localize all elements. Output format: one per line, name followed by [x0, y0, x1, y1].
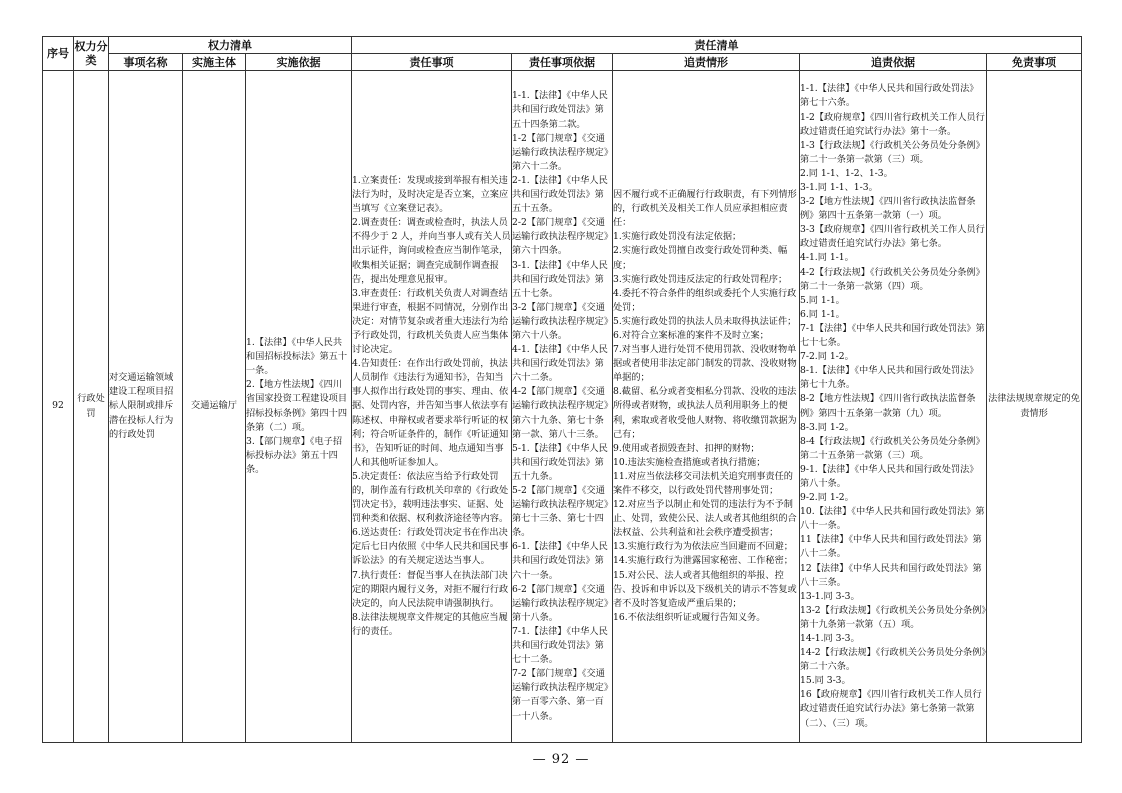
list-item: 1-3【行政法规】《行政机关公务员处分条例》第二十一条第一款第（三）项。: [800, 139, 985, 165]
header-acc-basis: 追责依据: [800, 54, 987, 71]
list-item: 3-3【政府规章】《四川省行政机关工作人员行政过错责任追究试行办法》第七条。: [800, 224, 985, 250]
list-item: 14-2【行政法规】《行政机关公务员处分条例》第二十六条。: [800, 647, 987, 673]
row-item-name: 对交通运输领域建设工程项目招标人限制或排斥潜在投标人行为的行政处罚: [109, 71, 183, 743]
row-resp-basis: [512, 71, 613, 743]
list-item: 3-1.同 1-1、1-3。: [800, 182, 878, 193]
header-no: 序号: [43, 37, 74, 71]
list-item: 3.实施行政处罚违反法定的行政处罚程序；: [613, 273, 788, 285]
list-item: 6-1.【法律】《中华人民共和国行政处罚法》第六十一条。: [512, 541, 608, 581]
list-item: 3.【部门规章】《电子招标投标办法》第五十四条。: [246, 435, 343, 475]
list-item: 3.审查责任：行政机关负责人对调查结果进行审查，根据不同情况，分别作出决定：对情节复杂或者重大违法行为给予行政处罚，行政机关负责人应当集体讨论决定。: [352, 287, 509, 356]
list-item: 1.实施行政处罚没有法定依据；: [613, 231, 742, 243]
header-resp-basis: 责任事项依据: [512, 54, 613, 71]
table-row: [43, 71, 1082, 743]
list-item: 4.告知责任：在作出行政处罚前，执法人员制作《违法行为通知书》，告知当事人拟作出行政处罚的事实、理由、依据、处罚内容，并告知当事人依法享有陈述权、申辩权或者要求举行听证的权利；符合听证条件的，制作《听证通知书》，告知听证的时间、地点通知当事人和其他听证参加人。: [352, 358, 509, 468]
row-accountability: [613, 71, 800, 743]
list-item: 11【法律】《中华人民共和国行政处罚法》第八十二条。: [800, 534, 982, 560]
list-item: 9-2.同 1-2。: [800, 492, 854, 504]
list-item: 6-2【部门规章】《交通运输行政执法程序规定》第十八条。: [512, 583, 609, 623]
list-item: 6.送达责任：行政处罚决定书在作出决定后七日内依照《中华人民共和国民事诉讼法》的有关规定送达当事人。: [352, 527, 509, 567]
list-item: 3-2【部门规章】《交通运输行政执法程序规定》第六十八条。: [512, 301, 609, 341]
list-item: 2.实施行政处罚擅自改变行政处罚种类、幅度；: [613, 245, 788, 271]
row-basis: [246, 71, 352, 743]
header-power-type: 权力分类: [74, 37, 109, 71]
list-item: 2.【地方性法规】《四川省国家投资工程建设项目招标投标条例》第四十四条第（二）项。: [246, 379, 348, 433]
list-item: 7-2.同 1-2。: [800, 351, 854, 363]
list-item: 3-2【地方性法规】《四川省行政执法监督条例》第四十五条第一款第（一）项。: [800, 196, 976, 222]
list-item: 10.【法律】《中华人民共和国行政处罚法》第八十一条。: [800, 506, 985, 532]
list-item: 7.对当事人进行处罚不使用罚款、没收财物单据或者使用非法定部门制发的罚款、没收财物单据的；: [613, 344, 797, 384]
list-item: 16【政府规章】《四川省行政机关工作人员行政过错责任追究试行办法》第七条第一款第（二）、（三）项。: [800, 689, 982, 729]
list-item: 7.执行责任：督促当事人在执法部门决定的期限内履行义务，对拒不履行行政决定的，向人民法院申请强制执行。: [352, 569, 509, 609]
list-item: 5-2【部门规章】《交通运输行政执法程序规定》第七十三条、第七十四条。: [512, 485, 609, 539]
list-item: 1-2【部门规章】《交通运输行政执法程序规定》第六十二条。: [512, 132, 609, 172]
list-item: 15.同 3-3。: [800, 675, 851, 687]
row-power-type: 行政处罚: [74, 71, 109, 743]
list-item: 1-1.【法律】《中华人民共和国行政处罚法》第五十四条第二款。: [512, 90, 608, 130]
list-item: 1-1.【法律】《中华人民共和国行政处罚法》第七十六条。: [800, 83, 979, 109]
list-item: 1.【法律】《中华人民共和国招标投标法》第五十一条。: [246, 337, 348, 377]
list-item: 3-1.【法律】《中华人民共和国行政处罚法》第五十七条。: [512, 259, 608, 299]
header-item-name: 事项名称: [109, 54, 183, 71]
list-item: 14.实施行政行为泄露国家秘密、工作秘密；: [613, 555, 793, 567]
header-power-list: 权力清单: [109, 37, 352, 54]
list-item: 14-1.同 3-3。: [800, 633, 860, 644]
list-item: 8-1.【法律】《中华人民共和国行政处罚法》第七十九条。: [800, 365, 979, 391]
header-basis: 实施依据: [246, 54, 352, 71]
list-item: 8-4【行政法规】《行政机关公务员处分条例》第二十五条第一款第（三）项。: [800, 435, 985, 461]
header-subject: 实施主体: [183, 54, 246, 71]
list-item: 4-2【行政法规】《行政机关公务员处分条例》第二十一条第一款第（四）项。: [800, 266, 985, 292]
list-item: 8.截留、私分或者变相私分罚款、没收的违法所得或者财物，或执法人员利用职务上的便利，索取或者收受他人财物、将收缴罚款据为己有；: [613, 386, 797, 440]
list-item: 2.调查责任：调查或检查时，执法人员不得少于 2 人，并向当事人或有关人员出示证件，询问或检查应当制作笔录，收集相关证据；调查完成制作调查报告，提出处理意见报审。: [352, 217, 511, 285]
list-item: 7-2【部门规章】《交通运输行政执法程序规定》第一百零六条、第一百一十八条。: [512, 668, 609, 722]
list-item: 8.法律法规规章文件规定的其他应当履行的责任。: [352, 611, 508, 637]
list-item: 6.同 1-1。: [800, 308, 845, 320]
list-item: 2-2【部门规章】《交通运输行政执法程序规定》第六十四条。: [512, 217, 609, 257]
list-item: 7-1【法律】《中华人民共和国行政处罚法》第七十七条。: [800, 322, 985, 349]
list-item: 1-2【政府规章】《四川省行政机关工作人员行政过错责任追究试行办法》第十一条。: [800, 111, 985, 137]
list-item: 5.同 1-1。: [800, 294, 845, 306]
header-responsibility-list: 责任清单: [352, 37, 1082, 54]
row-number: 92: [43, 71, 74, 743]
list-item: 9-1.【法律】《中华人民共和国行政处罚法》第八十条。: [800, 463, 979, 489]
page-number: — 92 —: [532, 752, 590, 767]
list-item: 9.使用或者损毁查封、扣押的财物；: [613, 442, 760, 454]
list-item: 12.对应当予以制止和处罚的违法行为不予制止、处罚，致使公民、法人或者其他组织的合法权益、公共利益和社会秩序遭受损害；: [613, 499, 797, 539]
list-item: 12【法律】《中华人民共和国行政处罚法》第八十三条。: [800, 562, 982, 588]
row-exemption: 法律法规规章规定的免责情形: [987, 71, 1082, 743]
list-item: 4-1.【法律】《中华人民共和国行政处罚法》第六十二条。: [512, 344, 608, 384]
row-acc-basis: [800, 71, 987, 743]
responsibility-table: [42, 36, 1082, 743]
list-item: 4.委托不符合条件的组织或委托个人实施行政处罚；: [613, 287, 797, 313]
list-item: 13.实施行政行为为依法应当回避而不回避；: [613, 541, 793, 553]
list-item: 5-1.【法律】《中华人民共和国行政处罚法》第五十九条。: [512, 442, 608, 482]
header-exemption: 免责事项: [987, 54, 1082, 71]
list-item: 8-2【地方性法规】《四川省行政执法监督条例》第四十五条第一款第（九）项。: [800, 393, 976, 419]
list-item: 13-2【行政法规】《行政机关公务员处分条例》第十九条第一款第（五）项。: [800, 604, 987, 630]
list-item: 1.立案责任：发现或接到举报有相关违法行为时，及时决定是否立案，立案应当填写《立案登记表》。: [352, 174, 509, 215]
list-item: 4-1.同 1-1。: [800, 252, 854, 264]
list-item: 15.对公民、法人或者其他组织的举报、控告、投诉和申诉以及下级机关的请示不答复或者不及时答复造成严重后果的；: [613, 569, 797, 609]
row-subject: 交通运输厅: [183, 71, 246, 743]
list-item: 10.违法实施检查措施或者执行措施；: [613, 456, 766, 468]
header-accountability: 追责情形: [613, 54, 800, 71]
list-item: 因不履行或不正确履行行政职责，有下列情形的，行政机关及相关工作人员应承担相应责任：: [613, 189, 797, 229]
list-item: 8-3.同 1-2。: [800, 421, 854, 433]
list-item: 4-2【部门规章】《交通运输行政执法程序规定》第六十九条、第七十条第一款、第八十三条。: [512, 386, 609, 440]
list-item: 5.决定责任：依法应当给予行政处罚的，制作盖有行政机关印章的《行政处罚决定书》，载明违法事实、证据、处罚种类和依据、权利救济途径等内容。: [352, 470, 509, 525]
list-item: 6.对符合立案标准的案件不及时立案；: [613, 329, 769, 341]
row-resp-items: [352, 71, 512, 743]
list-item: 2.同 1-1、1-2、1-3。: [800, 167, 893, 179]
list-item: 13-1.同 3-3。: [800, 590, 860, 602]
list-item: 5.实施行政处罚的执法人员未取得执法证件；: [613, 315, 797, 327]
list-item: 11.对应当依法移交司法机关追究刑事责任的案件不移交，以行政处罚代替刑事处罚；: [613, 470, 793, 497]
header-resp-items: 责任事项: [352, 54, 512, 71]
list-item: 2-1.【法律】《中华人民共和国行政处罚法》第五十五条。: [512, 174, 608, 215]
list-item: 16.不依法组织听证或履行告知义务。: [613, 611, 766, 623]
list-item: 7-1.【法律】《中华人民共和国行政处罚法》第七十二条。: [512, 625, 608, 666]
